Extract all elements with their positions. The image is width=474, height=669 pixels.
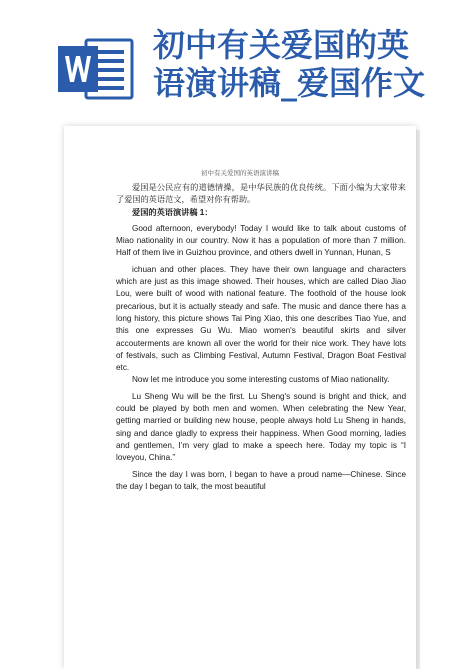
title-line-2: 语演讲稿_爱国作文 (153, 64, 426, 102)
document-title: 初中有关爱国的英语演讲稿 (201, 169, 279, 177)
body-paragraph: Good afternoon, everybody! Today I would like to talk about customs of Miao nationality in our country. Now it has a population of more than 7 million. Half of them live in Guizhou province, and others dwell in Yunnan, Hunan, S (116, 223, 406, 258)
page-title (153, 26, 463, 102)
document-page (64, 126, 416, 669)
body-paragraph: ichuan and other places. They have their own language and characters which are just as this image showed. Their houses, which are called Diao Jiao Lou, were built of wood with national feature. The foothold of the house look precarious, but it is actually steady and safe. The music and dance there has a long history, this picture shows Tai Ping Xiao, this one describes Tiao Yue, and this one expresses Gu Wu. Miao women's beautiful skirts and silver accouterments are known all over the world for their nice work. They have lots of festivals, such as Climbing Festival, Autumn Festival, Dragon Boat Festival etc. (116, 264, 406, 373)
body-paragraph: Lu Sheng Wu will be the first. Lu Sheng's sound is bright and thick, and could be played by both men and women. When celebrating the New Year, getting married or building new house, people always hold Lu Sheng in hands, sing and dance gladly to express their happiness. When Good morning, ladies and gentlemen, I’m very glad to make a speech here. Today my topic is “I loveyou, China.” (116, 391, 406, 463)
header-banner (0, 0, 474, 125)
word-document-icon (56, 36, 136, 102)
intro-paragraph: 爱国是公民应有的道德情操，是中华民族的优良传统。下面小编为大家带来了爱国的英语范文，希望对你有帮助。 (116, 183, 406, 205)
section-heading: 爱国的英语演讲稿 1： (132, 207, 213, 217)
body-paragraph: Now let me introduce you some interesting customs of Miao nationality. (132, 375, 390, 385)
document-body (116, 182, 406, 493)
body-paragraph: Since the day I was born, I began to have a proud name—Chinese. Since the day I began to talk, the most beautiful (116, 469, 406, 491)
title-line-1: 初中有关爱国的英 (153, 26, 410, 64)
